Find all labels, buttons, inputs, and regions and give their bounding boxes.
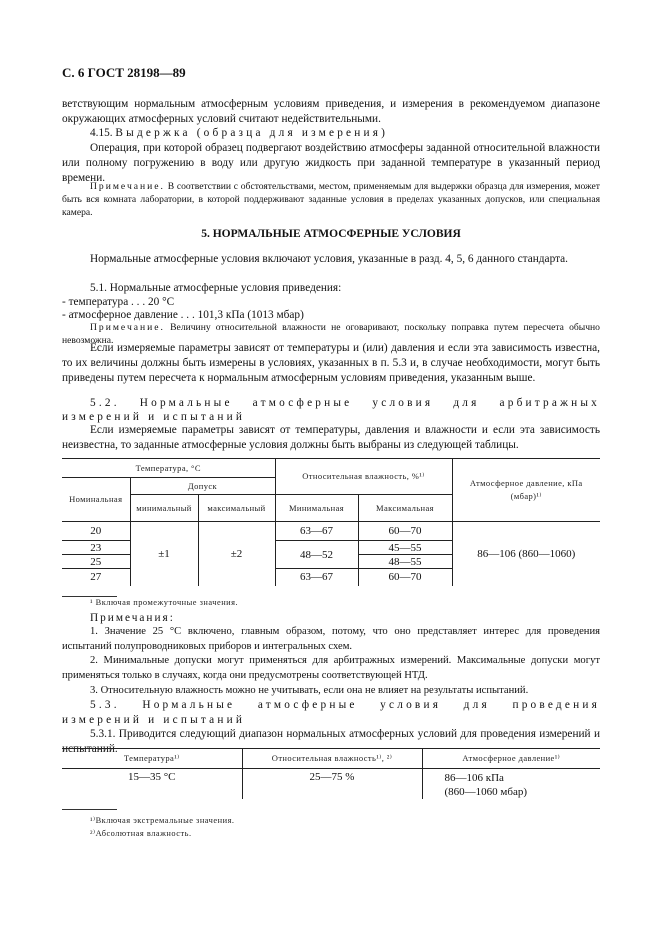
rh-min-cell: 63—67 <box>275 569 358 586</box>
section-5-title: 5. НОРМАЛЬНЫЕ АТМОСФЕРНЫЕ УСЛОВИЯ <box>201 228 461 240</box>
header-pressure: Атмосферное давление¹⁾ <box>422 749 600 769</box>
header-relative-humidity: Относительная влажность¹⁾, ²⁾ <box>242 749 422 769</box>
note-3: 3. Относительную влажность можно не учитывать, если она не влияет на результаты испытаний. <box>90 685 529 696</box>
rh-max-cell: 60—70 <box>358 522 452 541</box>
pressure-cell: 86—106 (860—1060) <box>452 522 600 586</box>
header-tolerance-min: минимальный <box>130 495 198 522</box>
clause-4-15-text: Операция, при которой образец подвергают воздействию атмосферы заданной относительной влажности или полному погружению в воду или другую жидкость при заданной температуре в указанный период времени. <box>62 142 600 184</box>
clause-number: 4.15. <box>90 127 113 139</box>
nominal-cell: 23 <box>62 541 130 555</box>
note-text: В соответствии с обстоятельствами, местом, применяемым для выдержки образца для измерения, может быть вся комната лаборатории, в которой поддерживают заданные условия в пределах указанных допусков, или специальная камера. <box>62 181 600 218</box>
clause-5-3-heading: 5.3. Нормальные атмосферные условия для проведения измерений и испытаний <box>62 699 600 726</box>
note-label: Примечание. <box>90 181 165 192</box>
clause-5-1-temperature: - температура . . . 20 °C <box>62 296 175 308</box>
pressure-cell <box>422 769 600 800</box>
notes-label: Примечания: <box>90 612 175 624</box>
footnote-divider <box>62 596 117 597</box>
rh-max-cell: 48—55 <box>358 555 452 569</box>
paragraph-continuation: ветствующим нормальным атмосферным условиям приведения, и измерения в рекомендуемом диапазоне окружающих атмосферных условий считают недействительными. <box>62 98 600 125</box>
header-temperature: Температура, °C <box>62 459 275 478</box>
clause-5-2-paragraph: Если измеряемые параметры зависят от температуры, давления и влажности и если эта зависимость неизвестна, то заданные атмосферные условия должны быть выбраны из следующей таблицы. <box>62 424 600 451</box>
header-tolerance: Допуск <box>130 478 275 495</box>
clause-5-1-pressure: - атмосферное давление . . . 101,3 кПа (1013 мбар) <box>62 309 304 321</box>
footnote-table1: ¹ Включая промежуточные значения. <box>90 598 239 607</box>
clause-5-2-heading-line2: измерений и испытаний <box>62 411 246 423</box>
clause-title: Выдержка (образца для измерения) <box>115 127 389 139</box>
table-arbitrage-conditions <box>62 458 600 586</box>
header-rh-max: Максимальная <box>358 495 452 522</box>
nominal-cell: 27 <box>62 569 130 586</box>
header-nominal: Номинальная <box>62 478 130 522</box>
page-header: С. 6 ГОСТ 28198—89 <box>62 65 186 80</box>
nominal-cell: 25 <box>62 555 130 569</box>
clause-5-2-heading-line1: 5.2. Нормальные атмосферные условия для арбитражных <box>90 397 600 409</box>
note-4-15 <box>62 180 600 219</box>
rh-min-cell: 48—52 <box>275 541 358 569</box>
header-pressure: Атмосферное давление, кПа (мбар)¹⁾ <box>452 459 600 522</box>
footnote-table2-1: ¹⁾Включая экстремальные значения. <box>90 816 235 825</box>
note-1: 1. Значение 25 °C включено, главным образом, потому, что оно представляет интерес для проведения испытаний полупроводниковых приборов и интегральных схем. <box>62 626 600 652</box>
footnote-table2-2: ²⁾Абсолютная влажность. <box>90 829 192 838</box>
rh-min-cell: 63—67 <box>275 522 358 541</box>
clause-5-1-title: 5.1. Нормальные атмосферные условия приведения: <box>90 282 342 294</box>
footnote-divider <box>62 809 117 810</box>
nominal-cell: 20 <box>62 522 130 541</box>
header-relative-humidity: Относительная влажность, %¹⁾ <box>275 459 452 495</box>
temperature-cell: 15—35 °C <box>62 769 242 800</box>
clause-4-15-heading <box>62 126 600 141</box>
humidity-cell: 25—75 % <box>242 769 422 800</box>
clause-5-1-paragraph: Если измеряемые параметры зависят от температуры и (или) давления и если эта зависимость известна, то их величины должны быть измерены в условиях, указанных в п. 5.3 и, в случае необходимости, могут быть приведены путем пересчета к нормальным атмосферным условиям приведения, указанным выше. <box>62 342 600 384</box>
section-5-intro: Нормальные атмосферные условия включают условия, указанные в разд. 4, 5, 6 данного стандарта. <box>90 253 568 265</box>
note-text: Величину относительной влажности не оговаривают, поскольку поправка путем пересчета обычно невозможна. <box>62 322 600 346</box>
note-label: Примечание. <box>90 322 165 333</box>
tolerance-max-cell: ±2 <box>198 522 275 586</box>
header-rh-min: Минимальная <box>275 495 358 522</box>
rh-max-cell: 60—70 <box>358 569 452 586</box>
pressure-mbar: (860—1060 мбар) <box>444 786 528 798</box>
rh-max-cell: 45—55 <box>358 541 452 555</box>
table-normal-conditions <box>62 748 600 799</box>
tolerance-min-cell: ±1 <box>130 522 198 586</box>
note-2: 2. Минимальные допуски могут применяться для арбитражных измерений. Максимальные допуски могут применяться только в случаях, когда они предусмотрены соответствующей НТД. <box>62 655 600 681</box>
header-tolerance-max: максимальный <box>198 495 275 522</box>
clause-5-3-1: 5.3.1. Приводится следующий диапазон нормальных атмосферных условий для проведения измерений и испытаний. <box>62 728 600 755</box>
pressure-kpa: 86—106 кПа <box>444 772 504 784</box>
header-temperature: Температура¹⁾ <box>62 749 242 769</box>
